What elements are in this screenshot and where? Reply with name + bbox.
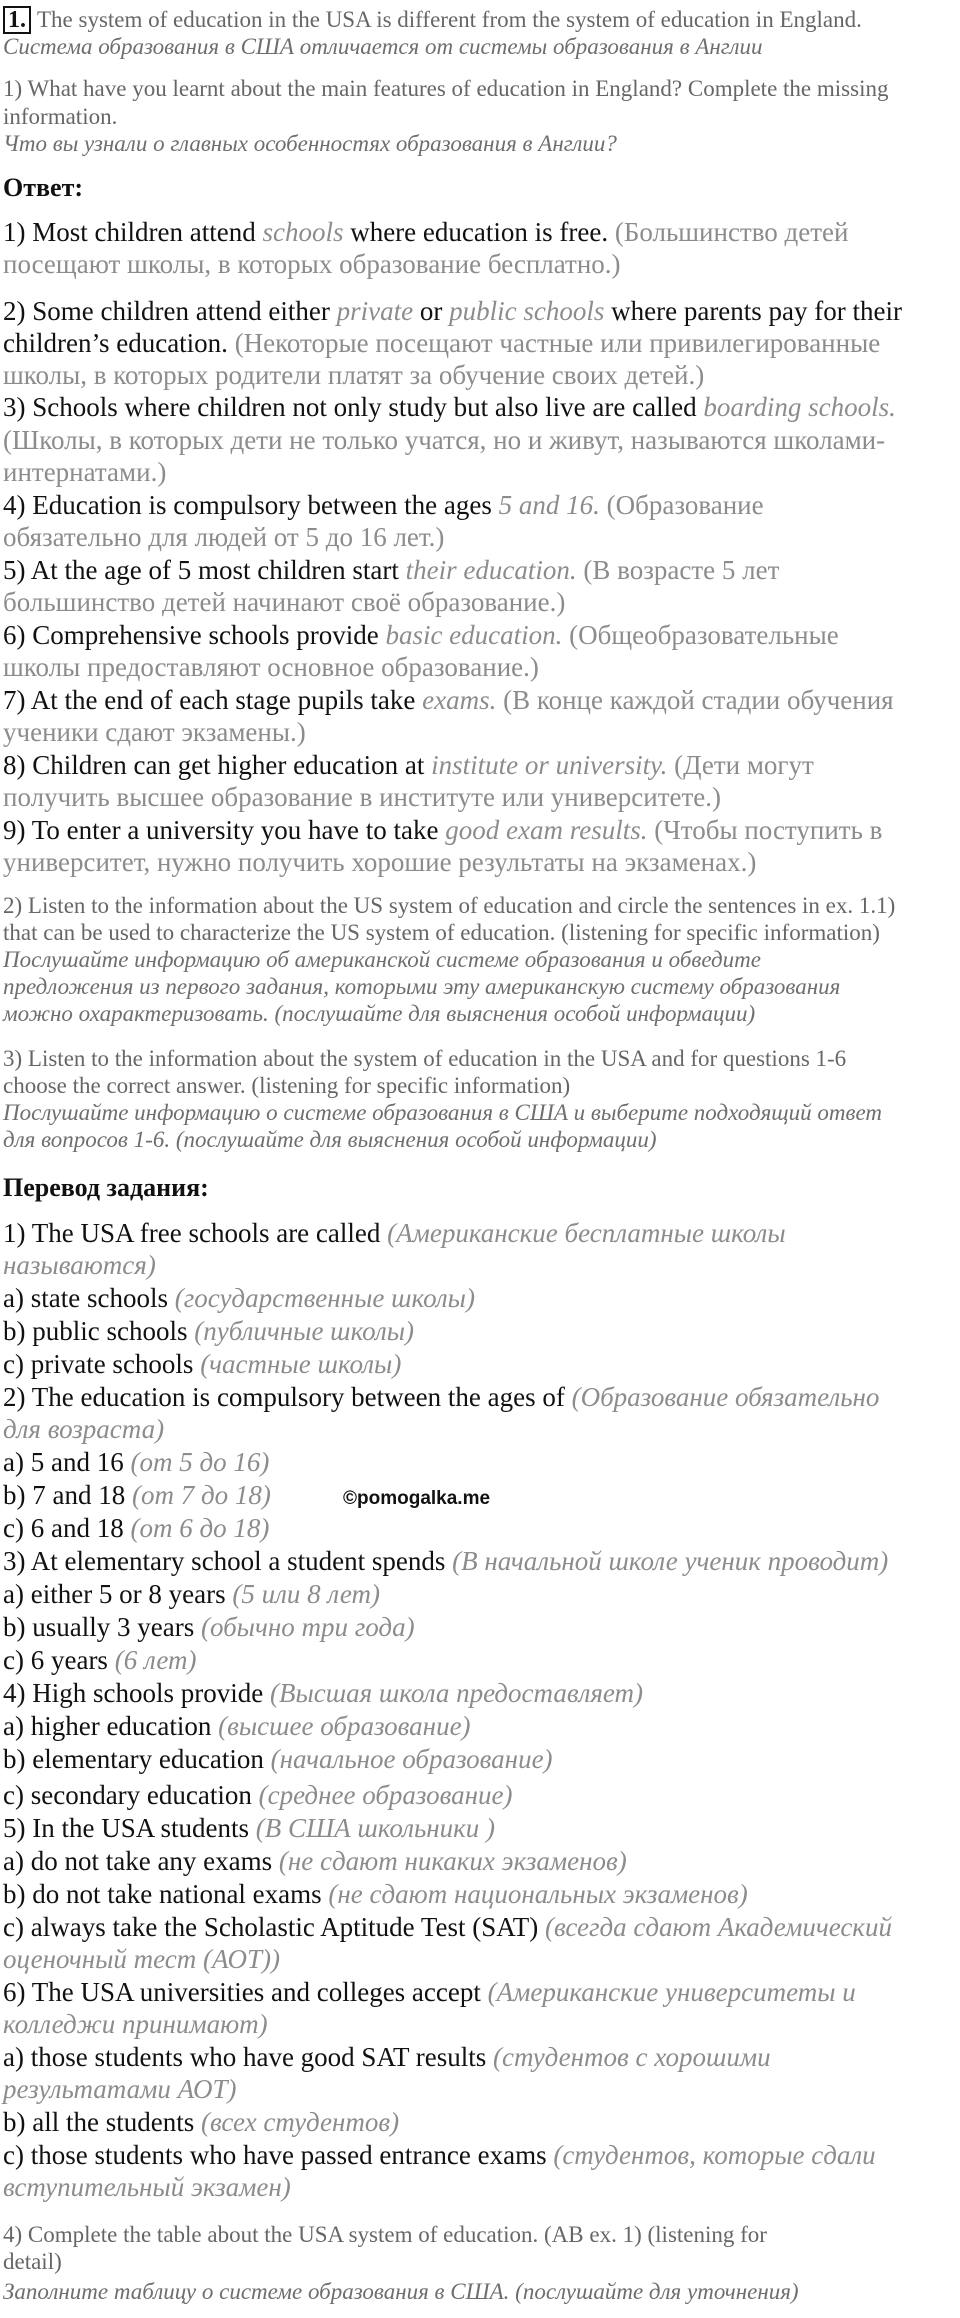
- option-4b: b) elementary education (начальное образование): [3, 1744, 553, 1774]
- option-4c: c) secondary education (среднее образование): [3, 1780, 513, 1810]
- question-6-cont: колледжи принимают): [3, 2009, 268, 2039]
- task3-question-ru-2: для вопросов 1-6. (послушайте для выяснения особой информации): [3, 1127, 657, 1152]
- exercise-title-ru: Система образования в США отличается от системы образования в Англии: [3, 34, 763, 59]
- option-5c: c) always take the Scholastic Aptitude Test (SAT) (всегда сдают Академический: [3, 1912, 892, 1942]
- task2-question-ru-2: предложения из первого задания, которыми эту американскую систему образования: [3, 974, 841, 999]
- option-5a: a) do not take any exams (не сдают никаких экзаменов): [3, 1846, 627, 1876]
- task3-question-cont: choose the correct answer. (listening for specific information): [3, 1073, 571, 1098]
- option-1c: c) private schools (частные школы): [3, 1349, 402, 1379]
- task2-question: 2) Listen to the information about the US system of education and circle the sentences in ex. 1.1): [3, 893, 896, 918]
- question-5: 5) In the USA students (В США школьники ): [3, 1813, 496, 1843]
- task1-question-cont: information.: [3, 104, 118, 129]
- answer-4-translation: обязательно для людей от 5 до 16 лет.): [3, 522, 445, 552]
- answer-7-translation: ученики сдают экзамены.): [3, 717, 306, 747]
- option-4a: a) higher education (высшее образование): [3, 1711, 471, 1741]
- task3-question: 3) Listen to the information about the system of education in the USA and for questions 1-6: [3, 1046, 847, 1071]
- answer-5: 5) At the age of 5 most children start their education. (В возрасте 5 лет: [3, 555, 780, 585]
- question-2-cont: для возраста): [3, 1414, 165, 1444]
- answer-8-translation: получить высшее образование в институте или университете.): [3, 782, 722, 812]
- option-6c-cont: вступительный экзамен): [3, 2172, 291, 2202]
- task4-question-ru: Заполните таблицу о системе образования в США. (послушайте для уточнения): [3, 2279, 799, 2304]
- option-3c: c) 6 years (6 лет): [3, 1645, 197, 1675]
- question-4: 4) High schools provide (Высшая школа предоставляет): [3, 1678, 644, 1708]
- option-2b: b) 7 and 18 (от 7 до 18): [3, 1480, 271, 1510]
- option-6c: c) those students who have passed entrance exams (студентов, которые сдали: [3, 2140, 876, 2170]
- watermark: ©pomogalka.me: [343, 1488, 491, 1509]
- question-6: 6) The USA universities and colleges accept (Американские университеты и: [3, 1977, 856, 2007]
- answer-9-translation: университет, нужно получить хорошие результаты на экзаменах.): [3, 847, 757, 877]
- answer-6: 6) Comprehensive schools provide basic education. (Общеобразовательные: [3, 620, 839, 650]
- option-6a: a) those students who have good SAT results (студентов с хорошими: [3, 2042, 771, 2072]
- task4-question: 4) Complete the table about the USA system of education. (AB ex. 1) (listening for: [3, 2222, 767, 2247]
- answer-5-translation: большинство детей начинают своё образование.): [3, 587, 566, 617]
- task1-question-ru: Что вы узнали о главных особенностях образования в Англии?: [3, 131, 617, 156]
- option-3b: b) usually 3 years (обычно три года): [3, 1612, 415, 1642]
- answer-heading: Ответ:: [3, 173, 84, 202]
- exercise-number: 1.: [3, 6, 31, 34]
- question-2: 2) The education is compulsory between the ages of (Образование обязательно: [3, 1382, 880, 1412]
- option-6b: b) all the students (всех студентов): [3, 2107, 400, 2137]
- option-6a-cont: результатами АОТ): [3, 2074, 237, 2104]
- exercise-title: 1. The system of education in the USA is different from the system of education in England.: [3, 6, 862, 34]
- task4-question-cont: detail): [3, 2249, 62, 2274]
- answer-3-translation-cont: интернатами.): [3, 457, 167, 487]
- task2-question-cont: that can be used to characterize the US system of education. (listening for specific information): [3, 920, 880, 945]
- answer-2-cont: children’s education. (Некоторые посещают частные или привилегированные: [3, 328, 881, 358]
- option-5b: b) do not take national exams (не сдают национальных экзаменов): [3, 1879, 748, 1909]
- answer-8: 8) Children can get higher education at institute or university. (Дети могут: [3, 750, 814, 780]
- answer-1: 1) Most children attend schools where education is free. (Большинство детей: [3, 217, 849, 247]
- question-1-cont: называются): [3, 1250, 156, 1280]
- answer-6-translation: школы предоставляют основное образование.): [3, 652, 539, 682]
- answer-2-translation: школы, в которых родители платят за обучение своих детей.): [3, 360, 705, 390]
- answer-4: 4) Education is compulsory between the ages 5 and 16. (Образование: [3, 490, 764, 520]
- answer-3: 3) Schools where children not only study but also live are called boarding schools.: [3, 392, 896, 422]
- option-1b: b) public schools (публичные школы): [3, 1316, 415, 1346]
- option-3a: a) either 5 or 8 years (5 или 8 лет): [3, 1579, 380, 1609]
- option-1a: a) state schools (государственные школы): [3, 1283, 475, 1313]
- answer-7: 7) At the end of each stage pupils take exams. (В конце каждой стадии обучения: [3, 685, 894, 715]
- task2-question-ru: Послушайте информацию об американской системе образования и обведите: [3, 947, 761, 972]
- translation-heading: Перевод задания:: [3, 1173, 209, 1202]
- task3-question-ru: Послушайте информацию о системе образования в США и выберите подходящий ответ: [3, 1100, 883, 1125]
- option-2a: a) 5 and 16 (от 5 до 16): [3, 1447, 270, 1477]
- answer-9: 9) To enter a university you have to take good exam results. (Чтобы поступить в: [3, 815, 883, 845]
- question-3: 3) At elementary school a student spends (В начальной школе ученик проводит): [3, 1546, 889, 1576]
- task1-question: 1) What have you learnt about the main features of education in England? Complete the missing: [3, 76, 889, 101]
- option-5c-cont: оценочный тест (АОТ)): [3, 1944, 280, 1974]
- question-1: 1) The USA free schools are called (Американские бесплатные школы: [3, 1218, 786, 1248]
- task2-question-ru-3: можно охарактеризовать. (послушайте для выяснения особой информации): [3, 1001, 756, 1026]
- answer-1-translation: посещают школы, в которых образование бесплатно.): [3, 249, 621, 279]
- answer-2: 2) Some children attend either private or public schools where parents pay for their: [3, 296, 902, 326]
- option-2c: c) 6 and 18 (от 6 до 18): [3, 1513, 270, 1543]
- answer-3-translation: (Школы, в которых дети не только учатся, но и живут, называются школами-: [3, 425, 886, 455]
